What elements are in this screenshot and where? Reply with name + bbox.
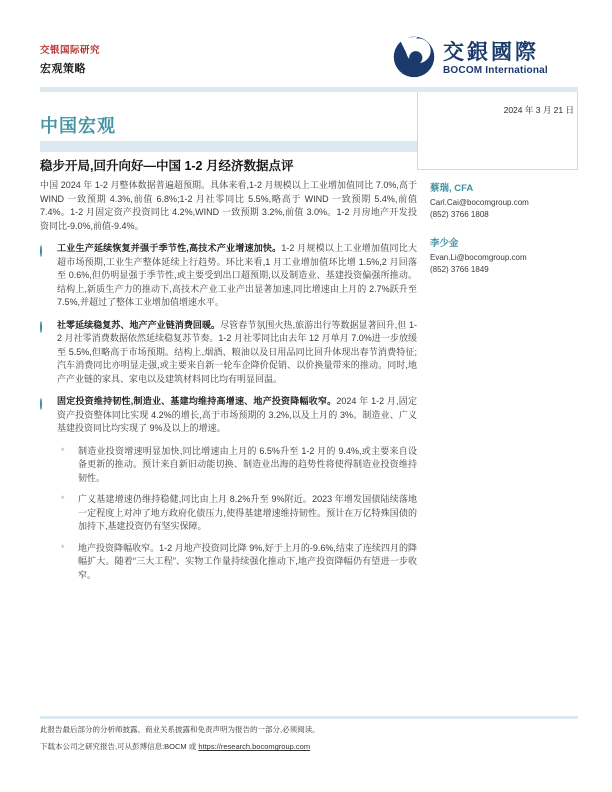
header-left xyxy=(40,42,100,76)
sub-bullet-manufacturing xyxy=(61,445,417,486)
logo-chinese-name: 交銀國際 xyxy=(443,40,539,64)
bullet-item-industry xyxy=(40,242,417,310)
sub-bullet-infrastructure xyxy=(61,493,417,534)
section-title: 中国宏观 xyxy=(40,116,116,136)
asterisk-bullet-icon: * xyxy=(61,494,65,504)
asterisk-bullet-icon: * xyxy=(61,542,65,553)
bullet-lead: 工业生产延续恢复并强于季节性,高技术产业增速加快。 xyxy=(57,243,282,253)
analyst-name: 李少金 xyxy=(430,237,459,249)
download-note xyxy=(40,741,578,752)
bullet-text xyxy=(57,319,417,387)
logo-text xyxy=(443,42,548,76)
analyst-phone: (852) 3766 1849 xyxy=(430,265,489,275)
report-category: 宏观策略 xyxy=(40,63,86,75)
sub-bullet-text: 地产投资降幅收窄。1-2 月地产投资同比降 9%,好于上月的-9.6%,结束了连续四月的降幅扩大。随着“三大工程”、实物工作量持续强化推动下,地产投资降幅仍有望进一步收窄。 xyxy=(78,542,417,580)
sub-bullet-text: 广义基建增速仍维持稳健,同比由上月 8.2%升至 9%附近。2023 年增发国债陆续落地一定程度上对冲了地方政府化债压力,使得基建增速维持韧性。预计在万亿特殊国债的加持下,基建投资仍有坚实保障。 xyxy=(78,494,417,531)
bullet-body: 2024 年 1-2 月,固定资产投资整体同比实现 4.2%的增长,高于市场预期的 3.2%,以及上月的 3%。制造业、广义基建投资同比均实现了 9%及以上的增速。 xyxy=(57,396,417,433)
org-research-label: 交银国际研究 xyxy=(40,45,101,56)
analyst-email: Carl.Cai@bocomgroup.com xyxy=(430,198,529,207)
circle-dash-bullet-icon xyxy=(40,319,57,387)
asterisk-bullet-icon: * xyxy=(61,445,65,456)
report-date: 2024 年 3 月 21 日 xyxy=(503,105,574,115)
circle-dash-bullet-icon xyxy=(40,395,57,436)
analyst-card xyxy=(430,235,578,277)
bullet-body: 1-2 月规模以上工业增加值同比大超市场预期,工业生产整体延续上行趋势。环比来看,1 月工业增加值环比增 1.5%,2 月回落至 0.6%,但仍明显强于季节性,或主要受到出口超预期,以及制造业、基建投资偏强所推动。结构上,新质生产力的推动下,高技术产业工业产出显著加速,同比增速由上月的 2.7%跃升至 7.5%,并超过了整体工业增加值增速水平。 xyxy=(57,243,417,307)
bocom-logo xyxy=(392,34,548,83)
bullet-lead: 固定投资维持韧性,制造业、基建均维持高增速、地产投资降幅收窄。 xyxy=(57,396,337,406)
sub-bullet-text: 制造业投资增速明显加快,同比增速由上月的 6.5%升至 1-2 月的 9.4%,或主要来自设备更新的推动。预计来自新旧动能切换、制造业出海的趋势性将使得制造业投资维持韧性。 xyxy=(78,445,417,483)
bullet-text xyxy=(57,395,417,436)
bullet-body: 尽管春节氛围火热,旅游出行等数据显著回升,但 1-2 月社零消费数据依然延续稳复苏节奏。1-2 月社零同比由去年 12 月单月 7.0%进一步放缓至 5.5%,但略高于市场预期。结构上,烟酒、粮油以及日用品同比回升体现出春节消费特征;汽车消费同比亦明显走强,或主要来自新一轮车企降价促销、以价换量带来的推动。同时,地产产业链的家具、家电以及建筑材料同比均有明显回温。 xyxy=(57,319,417,384)
bullet-text xyxy=(57,242,417,310)
analyst-sidebar xyxy=(430,180,578,290)
logo-english-name: BOCOM International xyxy=(443,64,548,76)
download-note-text: 下载本公司之研究报告,可从彭博信息:BOCM 或 xyxy=(40,742,199,752)
bocom-logo-icon xyxy=(392,34,436,83)
analyst-name: 蔡瑞, CFA xyxy=(430,183,474,194)
bullet-item-retail xyxy=(40,319,417,387)
report-body xyxy=(40,179,417,590)
footer xyxy=(40,724,578,759)
analyst-phone: (852) 3766 1808 xyxy=(430,210,489,220)
research-site-link[interactable]: https://research.bocomgroup.com xyxy=(198,742,311,752)
intro-paragraph: 中国 2024 年 1-2 月整体数据普遍超预期。具体来看,1-2 月规模以上工业增加值同比 7.0%,高于 WIND 一致预期 4.3%,前值 6.8%;1-2 月社零同比 5.5%,略高于 WIND 一致预期 5.4%,前值 7.4%。1-2 月固定资产投资同比 4.2%,WIND 一致预期 3.2%,前值 3.0%。1-2 月房地产开发投资同比-9.0%,前值-9.4%。 xyxy=(40,180,417,231)
bullet-lead: 社零延续稳复苏、地产产业链消费回暖。 xyxy=(57,319,221,330)
report-headline: 稳步开局,回升向好—中国 1-2 月经济数据点评 xyxy=(40,159,294,173)
bullet-item-investment xyxy=(40,395,417,436)
sub-bullet-property xyxy=(61,542,417,583)
analyst-email: Evan.Li@bocomgroup.com xyxy=(430,252,527,262)
circle-dash-bullet-icon xyxy=(40,242,57,310)
footer-divider-band xyxy=(40,716,578,719)
title-underline-band xyxy=(40,141,417,152)
disclaimer-note: 此报告最后部分的分析师披露、商业关系披露和免责声明为报告的一部分,必须阅读。 xyxy=(40,725,320,734)
analyst-card xyxy=(430,180,578,222)
